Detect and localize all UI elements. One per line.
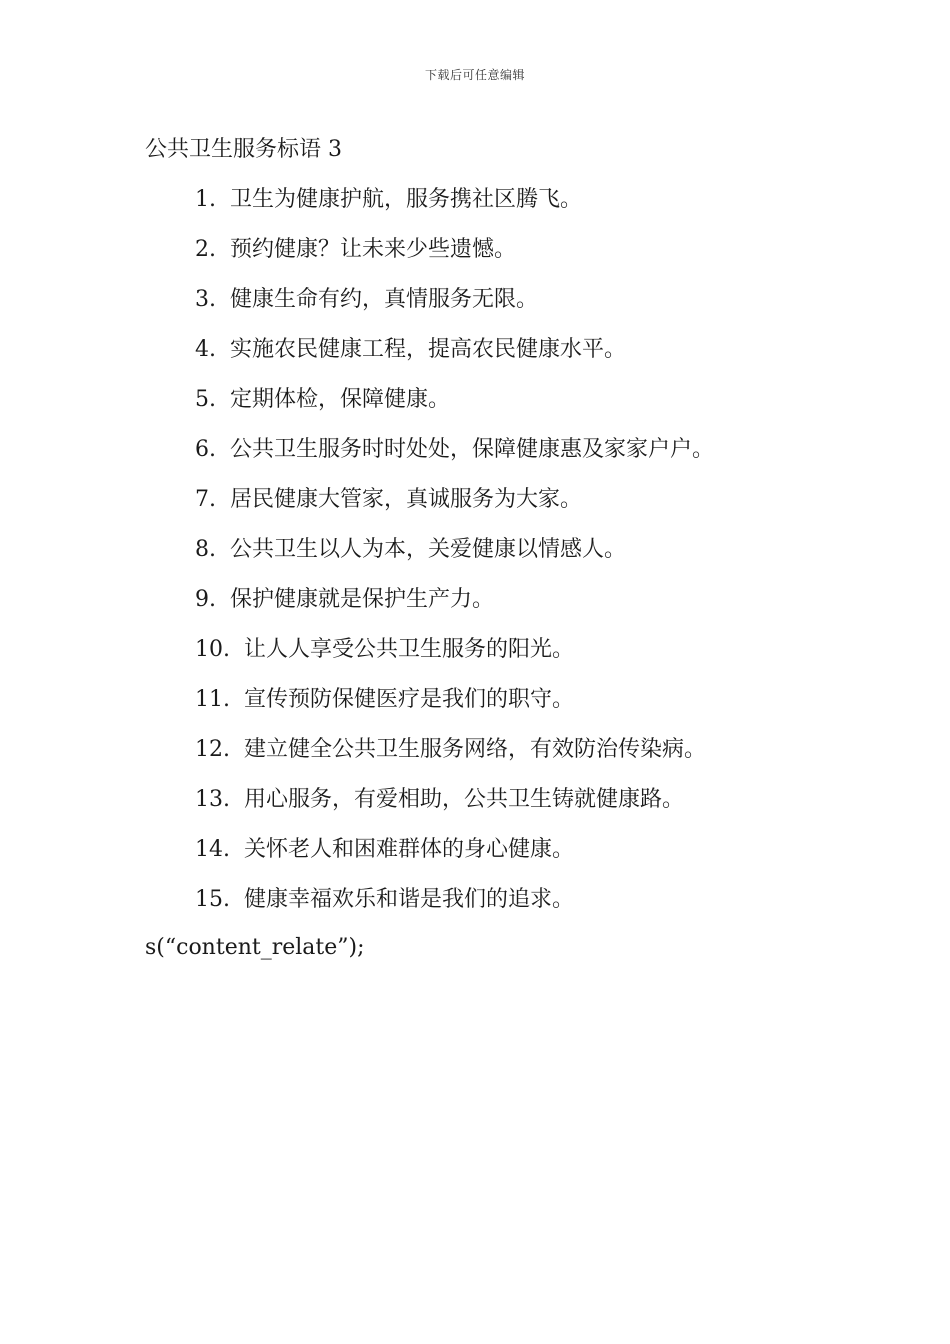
item-text: 让人人享受公共卫生服务的阳光。 (244, 637, 575, 662)
list-item (195, 835, 714, 885)
list-item (195, 485, 714, 535)
list-item (195, 385, 714, 435)
item-number: 5. (195, 387, 216, 412)
item-text: 关怀老人和困难群体的身心健康。 (244, 837, 575, 862)
item-text: 健康生命有约，真情服务无限。 (230, 287, 539, 312)
item-number: 1. (195, 187, 216, 212)
item-text: 定期体检，保障健康。 (230, 387, 451, 412)
list-item (195, 335, 714, 385)
list-item (195, 535, 714, 585)
item-number: 11. (195, 687, 230, 712)
item-text: 健康幸福欢乐和谐是我们的追求。 (244, 887, 575, 912)
item-number: 9. (195, 587, 216, 612)
page-header: 下载后可任意编辑 (424, 68, 525, 82)
item-number: 15. (195, 887, 230, 912)
item-number: 14. (195, 837, 230, 862)
item-number: 7. (195, 487, 216, 512)
item-text: 预约健康？让未来少些遗憾。 (230, 237, 517, 262)
item-number: 2. (195, 237, 216, 262)
item-number: 12. (195, 737, 230, 762)
item-text: 卫生为健康护航，服务携社区腾飞。 (230, 187, 583, 212)
item-text: 实施农民健康工程，提高农民健康水平。 (230, 337, 627, 362)
item-text: 公共卫生以人为本，关爱健康以情感人。 (230, 537, 627, 562)
list-item (195, 735, 714, 785)
list-item (195, 635, 714, 685)
item-number: 4. (195, 337, 216, 362)
list-item (195, 235, 714, 285)
item-number: 8. (195, 537, 216, 562)
slogan-list (195, 185, 714, 935)
code-line: s(“content_relate”); (145, 935, 365, 960)
list-item (195, 685, 714, 735)
list-item (195, 435, 714, 485)
list-item (195, 885, 714, 935)
item-number: 3. (195, 287, 216, 312)
list-item (195, 585, 714, 635)
item-number: 10. (195, 637, 230, 662)
item-text: 保护健康就是保护生产力。 (230, 587, 495, 612)
item-text: 建立健全公共卫生服务网络，有效防治传染病。 (244, 737, 707, 762)
document-title: 公共卫生服务标语 3 (145, 137, 342, 162)
list-item (195, 185, 714, 235)
item-text: 宣传预防保健医疗是我们的职守。 (244, 687, 575, 712)
item-text: 居民健康大管家，真诚服务为大家。 (230, 487, 583, 512)
item-number: 6. (195, 437, 216, 462)
item-number: 13. (195, 787, 230, 812)
item-text: 公共卫生服务时时处处，保障健康惠及家家户户。 (230, 437, 715, 462)
item-text: 用心服务，有爱相助，公共卫生铸就健康路。 (244, 787, 685, 812)
list-item (195, 285, 714, 335)
list-item (195, 785, 714, 835)
